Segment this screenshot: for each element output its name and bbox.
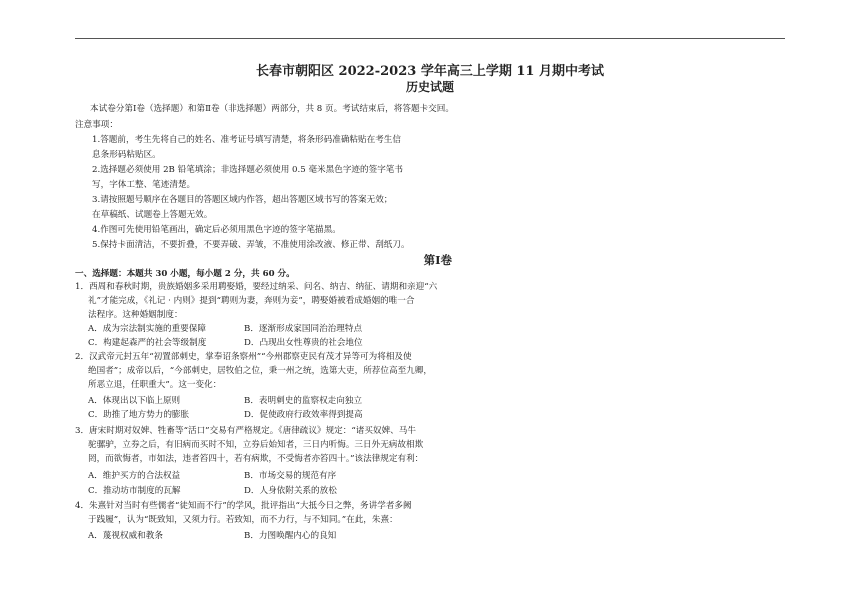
question-line: 2．汉武帝元封五年“初置部刺史，掌奉诏条察州”“今州郡察吏民有茂才异等可为将相及使 xyxy=(75,352,412,362)
note-line: 4.作图可先使用铅笔画出，确定后必须用黑色字迹的签字笔描黑。 xyxy=(92,225,341,235)
option-d: D．凸现出女性尊贵的社会地位 xyxy=(244,338,363,348)
question-line: 4．朱熹针对当时有些儒者“徒知而不行”的学风，批评指出“大抵今日之弊，务讲学者多阙 xyxy=(75,501,412,511)
question-line: 3．唐宋时期对奴婢、牲畜等“活口”交易有严格规定。《唐律疏议》规定：“诸买奴婢、马牛 xyxy=(75,426,416,436)
note-line: 3.请按照题号顺序在各题目的答题区域内作答，超出答题区域书写的答案无效； xyxy=(92,195,393,205)
note-line: 1.答题前，考生先将自己的姓名、准考证号填写清楚，将条形码准确粘贴在考生信 xyxy=(92,135,401,145)
intro-text: 本试卷分第Ⅰ卷（选择题）和第Ⅱ卷（非选择题）两部分，共 8 页。考试结束后，将答题卡交回。 xyxy=(90,104,454,114)
note-line: 在草稿纸、试题卷上答题无效。 xyxy=(92,210,213,220)
option-b: B．表明刺史的监察权走向独立 xyxy=(244,396,363,406)
option-a: A．体现出以下临上原则 xyxy=(88,396,181,406)
section-instruction: 一、选择题：本题共 30 小题，每小题 2 分，共 60 分。 xyxy=(75,269,295,279)
question-line: 于践履”，认为“既致知，又须力行。若致知，而不力行，与不知同。”在此，朱熹： xyxy=(88,515,398,525)
notes-title: 注意事项： xyxy=(75,120,118,130)
question-line: 法程序。这种婚姻制度： xyxy=(88,310,183,320)
option-c: C．推动坊市制度的瓦解 xyxy=(88,486,181,496)
option-d: D．人身依附关系的放松 xyxy=(244,486,337,496)
option-d: D．促使政府行政效率得到提高 xyxy=(244,410,363,420)
option-a: A．维护买方的合法权益 xyxy=(88,471,181,481)
exam-title: 长春市朝阳区 2022-2023 学年高三上学期 11 月期中考试 xyxy=(256,64,604,79)
question-line: 礼”才能完成，《礼记 · 内则》提到“聘则为妻，奔则为妾”，聘娶婚被看成婚姻的唯一合 xyxy=(88,296,415,306)
exam-subtitle: 历史试题 xyxy=(405,80,454,94)
option-c: C．构建起森严的社会等级制度 xyxy=(88,338,207,348)
option-c: C．助推了地方势力的膨胀 xyxy=(88,410,190,420)
option-a: A．蔑视权威和教条 xyxy=(88,531,163,541)
top-rule xyxy=(75,38,785,39)
note-line: 5.保持卡面清洁，不要折叠，不要弄破、弄皱，不准使用涂改液、修正带、刮纸刀。 xyxy=(92,240,410,250)
option-a: A．成为宗法制实施的重要保障 xyxy=(88,324,206,334)
question-line: 绝国者”；成帝以后，“今部刺史，居牧伯之位，秉一州之统，选第大吏，所荐位高至九卿， xyxy=(88,366,432,376)
note-line: 息条形码粘贴区。 xyxy=(92,150,161,160)
section-title: 第Ⅰ卷 xyxy=(423,253,452,267)
option-b: B．力图唤醒内心的良知 xyxy=(244,531,337,541)
question-line: 1．西周和春秋时期，贵族婚姻多采用聘娶婚，要经过纳采、问名、纳吉、纳征、请期和亲迎“六 xyxy=(75,282,438,292)
question-line: 驼骡驴，立券之后，有旧病而买时不知，立券后始知者，三日内听悔。三日外无病故相欺 xyxy=(88,440,424,450)
option-b: B．市场交易的规范有序 xyxy=(244,471,337,481)
option-b: B．逐渐形成家国同治治理特点 xyxy=(244,324,363,334)
question-line: 罔，而欲悔者，市如法，违者笞四十，若有病欺，不受悔者亦笞四十。”该法律规定有利： xyxy=(88,454,424,464)
question-line: 所恶立退，任职重大”。这一变化： xyxy=(88,380,222,390)
note-line: 写，字体工整、笔迹清楚。 xyxy=(92,180,196,190)
note-line: 2.选择题必须使用 2B 铅笔填涂；非选择题必须使用 0.5 毫米黑色字迹的签字笔书 xyxy=(92,165,403,175)
